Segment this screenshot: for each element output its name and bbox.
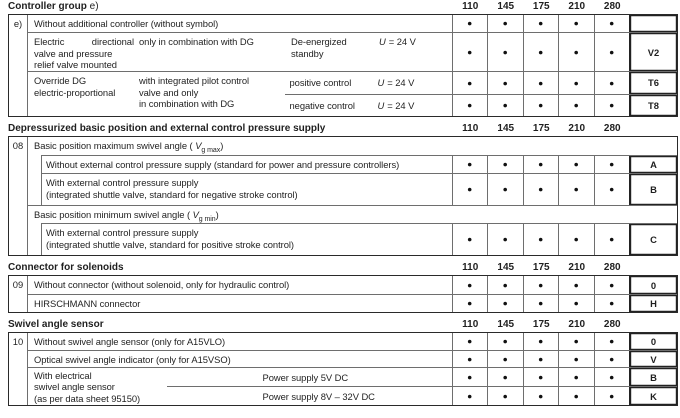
code-column-spacer <box>630 1 678 12</box>
availability-cell <box>523 156 559 173</box>
sub-row <box>167 386 678 405</box>
code-cell: T6 <box>629 72 677 94</box>
sub-row <box>285 94 678 117</box>
size-column-label: 145 <box>497 262 515 273</box>
power-supply-label: Power supply 8V – 32V DC <box>262 390 375 402</box>
availability-cell <box>523 33 559 71</box>
section-header-controller-group <box>8 1 678 12</box>
control-mode-label: positive control <box>289 77 352 89</box>
availability-dot: ● <box>538 298 544 309</box>
availability-dot: ● <box>609 298 615 309</box>
availability-cell <box>594 72 630 94</box>
availability-dot: ● <box>609 46 615 57</box>
availability-dot: ● <box>573 279 579 290</box>
availability-cell <box>487 15 523 32</box>
availability-dot: ● <box>573 77 579 88</box>
availability-cell <box>452 351 488 367</box>
availability-cell <box>558 72 594 94</box>
code-cell: V <box>629 351 677 367</box>
connector-table <box>8 275 678 313</box>
size-column-label: 280 <box>603 319 621 330</box>
gutter-label: 10 <box>9 333 28 405</box>
availability-cell <box>594 333 630 350</box>
availability-cell <box>452 156 488 173</box>
availability-cell <box>452 276 488 294</box>
availability-dot: ● <box>609 18 615 29</box>
row-content <box>28 224 452 255</box>
availability-cell <box>558 351 594 367</box>
size-column-label: 110 <box>462 319 479 330</box>
section-title: Depressurized basic position and external control pressure supply <box>8 123 326 134</box>
availability-dot: ● <box>538 390 544 401</box>
row-content <box>28 15 452 32</box>
section-title-suffix: e) <box>89 1 99 12</box>
code-cell: C <box>629 224 677 255</box>
availability-dot: ● <box>467 298 473 309</box>
availability-dot: ● <box>467 159 473 170</box>
code-cell: K <box>629 387 677 405</box>
availability-dot: ● <box>573 371 579 382</box>
size-column-headers <box>453 319 679 330</box>
size-column-label: 145 <box>497 319 515 330</box>
availability-cell <box>523 368 559 386</box>
section-header-swivel-sensor <box>8 319 678 330</box>
availability-cell <box>594 351 630 367</box>
voltage-spec <box>378 100 415 111</box>
row-text: (as per data sheet 95150) <box>34 392 141 404</box>
row-text: Without external control pressure supply (standard for power and pressure controllers) <box>46 159 400 170</box>
availability-cell <box>452 295 488 312</box>
row-text: Override DG <box>34 75 87 86</box>
availability-cell <box>523 295 559 312</box>
table-row-group <box>28 137 677 155</box>
availability-cell <box>558 174 594 205</box>
availability-cell <box>594 174 630 205</box>
availability-dot: ● <box>538 184 544 195</box>
size-column-label: 210 <box>568 319 586 330</box>
section-title: Controller group e) <box>8 1 99 12</box>
code-cell: B <box>629 174 677 205</box>
table-row <box>28 15 677 32</box>
availability-dot: ● <box>538 46 544 57</box>
row-content <box>28 72 285 116</box>
availability-cell <box>523 95 559 117</box>
availability-cell <box>487 333 523 350</box>
availability-cell <box>487 295 523 312</box>
row-text: De-energized <box>291 36 347 47</box>
availability-cell <box>594 156 630 173</box>
availability-dot: ● <box>573 46 579 57</box>
table-row <box>28 333 677 350</box>
code-cell: T8 <box>629 95 677 117</box>
availability-cell <box>594 15 630 32</box>
row-text: standby <box>291 47 324 59</box>
row-text: valve and pressure <box>34 47 113 59</box>
availability-cell <box>487 351 523 367</box>
table-row <box>28 173 677 205</box>
power-supply-label: Power supply 5V DC <box>262 371 349 383</box>
size-column-label: 175 <box>532 319 550 330</box>
availability-dot: ● <box>502 353 508 364</box>
code-cell: 0 <box>629 276 677 294</box>
row-text: valve and only <box>139 86 199 98</box>
availability-cell <box>558 333 594 350</box>
code-column-spacer <box>630 123 678 134</box>
table-row <box>28 32 677 71</box>
section-header-depressurized <box>8 123 678 134</box>
code-column-spacer <box>630 262 678 273</box>
size-column-label: 110 <box>462 262 479 273</box>
availability-cell <box>487 174 523 205</box>
table-row-group <box>28 205 677 223</box>
row-content <box>28 351 452 367</box>
availability-dot: ● <box>502 279 508 290</box>
row-text: With external control pressure supply <box>46 227 199 238</box>
row-text: Optical swivel angle indicator (only for A15VSO) <box>34 354 231 365</box>
availability-dot: ● <box>573 159 579 170</box>
availability-cell <box>558 95 594 117</box>
sub-rows <box>167 368 678 405</box>
table-rows <box>28 15 677 116</box>
table-rows <box>28 333 677 405</box>
availability-dot: ● <box>502 371 508 382</box>
availability-cell <box>523 387 559 405</box>
availability-dot: ● <box>467 46 473 57</box>
control-mode-label: negative control <box>289 99 355 111</box>
swivel-variable: V <box>195 140 202 151</box>
row-text: electric-proportional <box>34 86 116 98</box>
voltage-value: = 24 V <box>387 99 415 111</box>
table-row <box>28 350 677 367</box>
controller-group-table <box>8 14 678 117</box>
availability-cell <box>452 174 488 205</box>
row-text: Without connector (without solenoid, only for hydraulic control) <box>34 279 290 290</box>
availability-dot: ● <box>573 353 579 364</box>
size-column-label: 175 <box>532 1 550 12</box>
row-content <box>28 333 452 350</box>
code-cell: A <box>629 156 677 173</box>
availability-cell <box>452 72 488 94</box>
row-content <box>28 137 677 155</box>
row-content <box>28 368 167 405</box>
table-rows <box>28 137 677 255</box>
row-text: swivel angle sensor <box>34 381 115 393</box>
row-text: With external control pressure supply <box>46 177 199 188</box>
availability-cell <box>558 156 594 173</box>
table-rows <box>28 276 677 312</box>
availability-cell <box>523 224 559 255</box>
availability-cell <box>558 224 594 255</box>
gutter-label: e) <box>9 15 28 116</box>
availability-dot: ● <box>502 336 508 347</box>
swivel-variable-subscript: g max <box>201 146 221 154</box>
availability-cell <box>452 224 488 255</box>
group-heading: Basic position minimum swivel angle ( $V_{g min}$) <box>34 209 219 223</box>
availability-dot: ● <box>538 279 544 290</box>
availability-dot: ● <box>502 100 508 110</box>
availability-dot: ● <box>609 390 615 401</box>
row-text: only in combination with DG <box>139 36 254 47</box>
availability-cell <box>523 276 559 294</box>
swivel-variable-subscript: g min <box>198 215 216 223</box>
size-column-label: 280 <box>603 262 621 273</box>
code-cell: B <box>629 368 677 386</box>
availability-dot: ● <box>467 100 473 110</box>
availability-dot: ● <box>573 298 579 309</box>
size-column-label: 145 <box>497 1 515 12</box>
availability-dot: ● <box>573 184 579 195</box>
availability-cell <box>452 387 488 405</box>
availability-dot: ● <box>467 234 473 245</box>
availability-cell <box>523 72 559 94</box>
availability-dot: ● <box>467 336 473 347</box>
availability-cell <box>594 224 630 255</box>
voltage-value: = 24 V <box>388 36 416 47</box>
gutter-label: 09 <box>9 276 28 312</box>
availability-cell <box>523 15 559 32</box>
availability-cell <box>594 368 630 386</box>
code-column-spacer <box>630 319 678 330</box>
availability-cell <box>452 15 488 32</box>
availability-cell <box>487 156 523 173</box>
availability-dot: ● <box>467 77 473 88</box>
size-column-label: 175 <box>532 123 550 134</box>
swivel-sensor-table <box>8 332 678 406</box>
sub-row <box>167 368 678 386</box>
availability-dot: ● <box>609 279 615 290</box>
availability-cell <box>523 351 559 367</box>
code-cell: H <box>629 295 677 312</box>
availability-dot: ● <box>538 371 544 382</box>
table-row <box>28 294 677 312</box>
availability-dot: ● <box>502 298 508 309</box>
size-column-label: 280 <box>603 1 621 12</box>
availability-dot: ● <box>502 18 508 29</box>
size-column-headers <box>453 262 679 273</box>
availability-cell <box>452 33 488 71</box>
table-row <box>28 155 677 173</box>
availability-cell <box>558 387 594 405</box>
availability-cell <box>558 368 594 386</box>
availability-dot: ● <box>609 184 615 195</box>
row-text: in combination with DG <box>139 98 235 109</box>
availability-dot: ● <box>538 336 544 347</box>
availability-cell <box>523 174 559 205</box>
row-text: (integrated shuttle valve, standard for negative stroke control) <box>46 189 298 200</box>
availability-dot: ● <box>467 353 473 364</box>
row-content <box>28 174 452 205</box>
availability-dot: ● <box>573 234 579 245</box>
row-text: Without additional controller (without symbol) <box>34 18 219 29</box>
availability-cell <box>487 368 523 386</box>
availability-dot: ● <box>502 46 508 57</box>
size-column-label: 210 <box>568 1 586 12</box>
availability-dot: ● <box>609 371 615 382</box>
sub-rows <box>285 72 678 116</box>
availability-cell <box>487 387 523 405</box>
row-text: (integrated shuttle valve, standard for positive stroke control) <box>46 239 294 250</box>
size-column-label: 145 <box>497 123 515 134</box>
row-text: with integrated pilot control <box>139 75 250 86</box>
row-text: relief valve mounted <box>34 59 117 70</box>
availability-cell <box>487 224 523 255</box>
availability-cell <box>594 95 630 117</box>
availability-cell <box>487 33 523 71</box>
sub-row-label <box>285 95 452 117</box>
availability-dot: ● <box>609 100 615 110</box>
voltage-spec <box>378 77 415 88</box>
voltage-spec <box>379 36 416 48</box>
availability-dot: ● <box>609 234 615 245</box>
row-text: Without swivel angle sensor (only for A15VLO) <box>34 336 226 347</box>
row-text: Electric directional <box>34 36 134 47</box>
row-text: With electrical <box>34 370 92 381</box>
table-row <box>28 276 677 294</box>
voltage-value: = 24 V <box>387 77 415 89</box>
availability-dot: ● <box>538 353 544 364</box>
row-content <box>28 33 452 71</box>
availability-dot: ● <box>467 184 473 195</box>
table-row <box>28 71 677 116</box>
availability-cell <box>594 295 630 312</box>
availability-dot: ● <box>538 100 544 110</box>
table-row <box>28 367 677 405</box>
table-row <box>28 223 677 255</box>
availability-dot: ● <box>573 390 579 401</box>
availability-cell <box>594 33 630 71</box>
size-column-headers <box>453 1 679 12</box>
availability-dot: ● <box>502 159 508 170</box>
size-column-label: 210 <box>568 262 586 273</box>
availability-cell <box>558 15 594 32</box>
availability-dot: ● <box>467 371 473 382</box>
availability-dot: ● <box>609 159 615 170</box>
size-column-label: 175 <box>532 262 550 273</box>
availability-cell <box>558 33 594 71</box>
availability-cell <box>558 276 594 294</box>
voltage-variable: U <box>377 77 385 89</box>
availability-dot: ● <box>502 77 508 88</box>
size-column-headers <box>453 123 679 134</box>
availability-cell <box>452 95 488 117</box>
availability-dot: ● <box>609 336 615 347</box>
availability-dot: ● <box>467 390 473 401</box>
row-content <box>28 276 452 294</box>
availability-dot: ● <box>502 184 508 195</box>
availability-dot: ● <box>502 234 508 245</box>
row-content <box>28 156 452 173</box>
code-cell <box>629 15 677 32</box>
availability-dot: ● <box>502 390 508 401</box>
availability-dot: ● <box>609 77 615 88</box>
voltage-variable: U <box>379 36 386 47</box>
gutter-label: 08 <box>9 137 28 255</box>
size-column-label: 210 <box>568 123 586 134</box>
availability-dot: ● <box>467 18 473 29</box>
availability-dot: ● <box>467 279 473 290</box>
availability-cell <box>487 95 523 117</box>
group-heading: Basic position maximum swivel angle ( $V_{g max}$) <box>34 140 224 154</box>
sub-row-label <box>167 387 452 405</box>
depressurized-table <box>8 136 678 256</box>
availability-cell <box>487 72 523 94</box>
availability-cell <box>452 333 488 350</box>
sub-row <box>285 72 678 94</box>
sub-row-label <box>167 368 452 386</box>
availability-cell <box>487 276 523 294</box>
section-title: Swivel angle sensor <box>8 319 104 330</box>
availability-dot: ● <box>538 77 544 88</box>
availability-cell <box>594 387 630 405</box>
section-header-connector <box>8 262 678 273</box>
availability-cell <box>452 368 488 386</box>
row-text: HIRSCHMANN connector <box>34 298 141 309</box>
availability-dot: ● <box>573 100 579 110</box>
code-cell: 0 <box>629 333 677 350</box>
section-title: Connector for solenoids <box>8 262 124 273</box>
code-cell: V2 <box>629 33 677 71</box>
voltage-variable: U <box>377 99 385 111</box>
availability-cell <box>594 276 630 294</box>
sub-row-label <box>285 72 452 94</box>
availability-dot: ● <box>573 18 579 29</box>
availability-dot: ● <box>573 336 579 347</box>
availability-cell <box>523 333 559 350</box>
size-column-label: 110 <box>462 123 479 134</box>
availability-cell <box>558 295 594 312</box>
availability-dot: ● <box>538 18 544 29</box>
row-content <box>28 206 677 223</box>
size-column-label: 280 <box>603 123 621 134</box>
row-content <box>28 295 452 312</box>
availability-dot: ● <box>609 353 615 364</box>
availability-dot: ● <box>538 234 544 245</box>
size-column-label: 110 <box>462 1 479 12</box>
swivel-variable: V <box>192 209 199 220</box>
availability-dot: ● <box>538 159 544 170</box>
